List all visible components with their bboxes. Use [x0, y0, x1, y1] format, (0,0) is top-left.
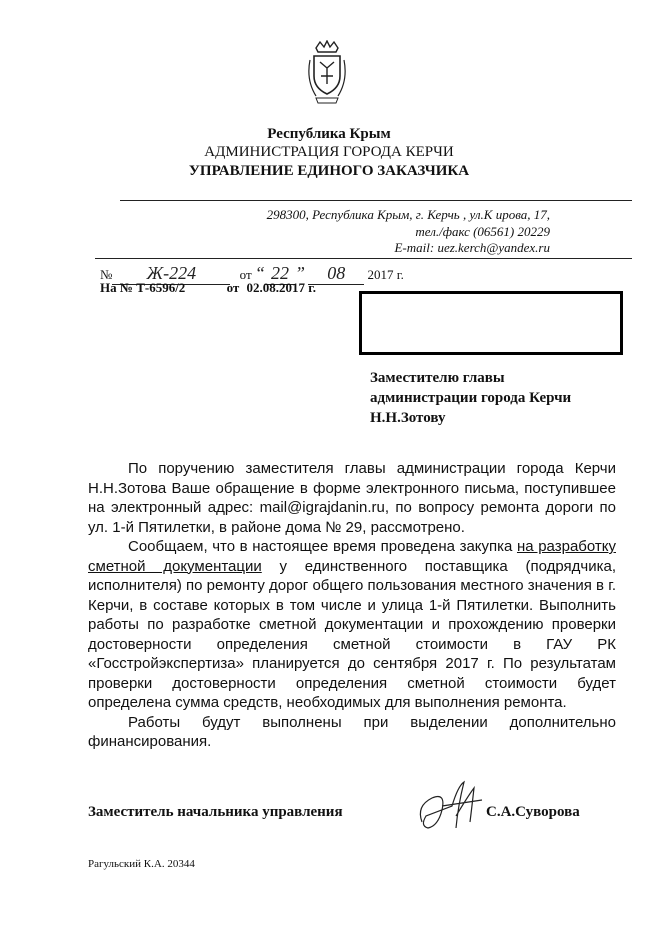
executor-info: Рагульский К.А. 20344	[88, 858, 195, 870]
signatory-name: С.А.Суворова	[486, 804, 580, 820]
header-administration: АДМИНИСТРАЦИЯ ГОРОДА КЕРЧИ	[204, 144, 454, 160]
reply-label: На №	[100, 280, 133, 295]
reply-from-label: от	[226, 280, 240, 295]
header-divider	[120, 200, 632, 201]
date-from-label: от	[239, 267, 252, 282]
header-republic: Республика Крым	[267, 126, 391, 142]
outgoing-month: 08	[327, 263, 346, 283]
outgoing-day: 22	[270, 263, 289, 283]
handwritten-signature	[412, 776, 492, 840]
paragraph-2: Сообщаем, что в настоящее время проведена закупка на разработку сметной документации у единственного поставщика (подрядчика, исполнителя) по ремонту дорог общего пользования местного значения в г. Керчи, в составе которых в том числе и улица 1-й Пятилетки. Выполнить работы по разработке сметной документации и прохождению проверки достоверности определения сметной стоимости в ГАУ РК «Госстройэкспертиза» планируется до сентября 2017 г. По результатам проверки достоверности определения сметной стоимости будет определена сумма средств, необходимых для выполнения ремонта.	[88, 538, 616, 711]
underlined-phrase: на разработку сметной документации	[88, 538, 616, 575]
signatory-role: Заместитель начальника управления	[88, 804, 343, 820]
outgoing-number: Ж-224	[146, 263, 197, 283]
reply-reference	[100, 280, 316, 296]
number-label: №	[100, 267, 113, 282]
coat-of-arms-icon	[306, 40, 348, 104]
header-department: УПРАВЛЕНИЕ ЕДИНОГО ЗАКАЗЧИКА	[188, 163, 470, 179]
redacted-block	[359, 291, 623, 355]
reply-number: Т-6596/2	[136, 280, 186, 295]
recipient-line-3: Н.Н.Зотову	[370, 410, 446, 426]
address-line-3: E-mail: uez.kerch@yandex.ru	[394, 240, 550, 255]
outgoing-reference: № Ж-224 от “ 22 ” 08 2017 г.	[100, 263, 404, 283]
address-divider	[95, 258, 632, 259]
recipient-block	[370, 368, 571, 428]
outgoing-year: 2017 г.	[367, 267, 404, 282]
recipient-line-1: Заместителю главы	[370, 370, 505, 386]
address-line-1: 298300, Республика Крым, г. Керчь , ул.К ирова, 17,	[266, 207, 550, 222]
letter-body	[88, 459, 616, 752]
reply-date: 02.08.2017 г.	[246, 280, 316, 295]
paragraph-3: Работы будут выполнены при выделении дополнительно финансирования.	[88, 713, 616, 750]
address-line-2: тел./факс (06561) 20229	[415, 224, 550, 239]
paragraph-1: По поручению заместителя главы администрации города Керчи Н.Н.Зотова Ваше обращение в форме электронного письма, поступившее на электронный адрес: mail@igrajdanin.ru, по вопросу ремонта дороги по ул. 1-й Пятилетки, в районе дома № 29, рассмотрено.	[88, 460, 616, 536]
recipient-line-2: администрации города Керчи	[370, 390, 572, 406]
